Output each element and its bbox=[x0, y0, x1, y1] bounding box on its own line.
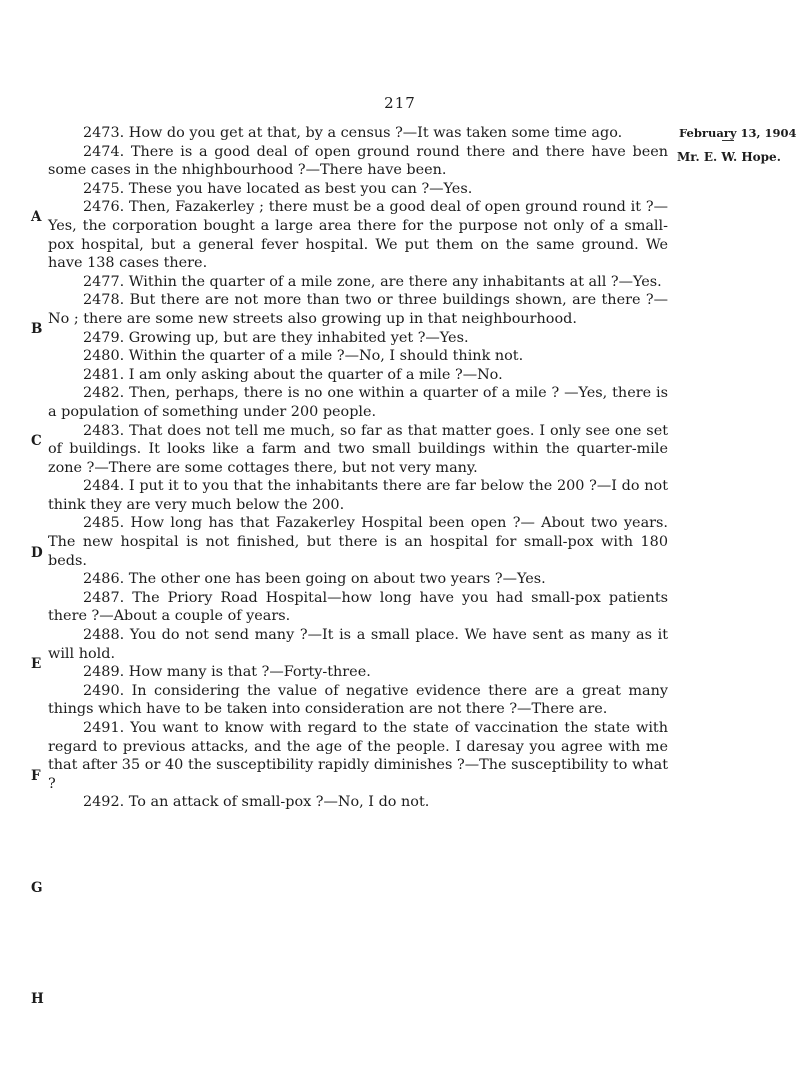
testimony-text bbox=[48, 124, 668, 812]
question-2473: 2473. How do you get at that, by a census ?—It was taken some time ago. bbox=[83, 125, 623, 141]
question-2482: 2482. Then, perhaps, there is no one within a quarter of a mile ? —Yes, there is a population of something under 200 people. bbox=[48, 385, 668, 420]
margin-letter-e: E bbox=[31, 656, 42, 672]
question-2491: 2491. You want to know with regard to the state of vaccination the state with regard to previous attacks, and the age of the people. I daresay you agree with me that after 35 or 40 the susceptibility rapidly diminishes ?—The susceptibility to what ? bbox=[48, 720, 668, 792]
margin-letter-b: B bbox=[31, 321, 43, 337]
question-2478: 2478. But there are not more than two or three buildings shown, are there ?—No ; there are some new streets also growing up in that neighbourhood. bbox=[48, 292, 668, 327]
margin-letter-a: A bbox=[31, 209, 42, 225]
question-2484: 2484. I put it to you that the inhabitants there are far below the 200 ?—I do not think they are very much below the 200. bbox=[48, 478, 668, 513]
question-2476: 2476. Then, Fazakerley ; there must be a good deal of open ground round it ?—Yes, the corporation bought a large area there for the purpose not only of a small-pox hospital, but a general fever hospital. We put them on the same ground. We have 138 cases there. bbox=[48, 199, 668, 272]
margin-witness-name: Mr. E. W. Hope. bbox=[677, 150, 781, 164]
question-2483: 2483. That does not tell me much, so far as that matter goes. I only see one set of buildings. It looks like a farm and two small buildings within the quarter-mile zone ?—There are some cottages there, but not very many. bbox=[48, 422, 668, 476]
question-2479: 2479. Growing up, but are they inhabited yet ?—Yes. bbox=[83, 329, 469, 346]
margin-letter-d: D bbox=[31, 545, 43, 561]
question-2490: 2490. In considering the value of negative evidence there are a great many things which have to be taken into consideration are not there ?—There are. bbox=[48, 682, 668, 718]
margin-letter-f: F bbox=[31, 768, 41, 784]
question-2474: 2474. There is a good deal of open ground round there and there have been some cases in the nhighbourhood ?—There have been. bbox=[48, 143, 668, 179]
page-number: 217 bbox=[384, 94, 416, 112]
question-2477: 2477. Within the quarter of a mile zone, are there any inhabitants at all ?—Yes. bbox=[83, 273, 662, 290]
question-2485: 2485. How long has that Fazakerley Hospital been open ?— About two years. The new hospital is not finished, but there is an hospital for small-pox with 180 beds. bbox=[48, 515, 668, 569]
margin-letter-h: H bbox=[31, 991, 44, 1007]
margin-divider bbox=[722, 140, 734, 141]
question-2486: 2486. The other one has been going on about two years ?—Yes. bbox=[83, 571, 546, 588]
question-2487: 2487. The Priory Road Hospital—how long have you had small-pox patients there ?—About a couple of years. bbox=[48, 589, 668, 625]
question-2489: 2489. How many is that ?—Forty-three. bbox=[83, 664, 371, 681]
margin-letter-c: C bbox=[31, 433, 42, 449]
question-2475: 2475. These you have located as best you can ?—Yes. bbox=[83, 180, 473, 197]
question-2481: 2481. I am only asking about the quarter of a mile ?—No. bbox=[83, 366, 503, 383]
question-2488: 2488. You do not send many ?—It is a small place. We have sent as many as it will hold. bbox=[48, 627, 668, 662]
question-2492: 2492. To an attack of small-pox ?—No, I do not. bbox=[83, 794, 430, 811]
margin-date: February 13, 1904 bbox=[679, 126, 797, 140]
margin-letter-g: G bbox=[31, 880, 43, 896]
question-2480: 2480. Within the quarter of a mile ?—No, I should think not. bbox=[83, 348, 524, 365]
